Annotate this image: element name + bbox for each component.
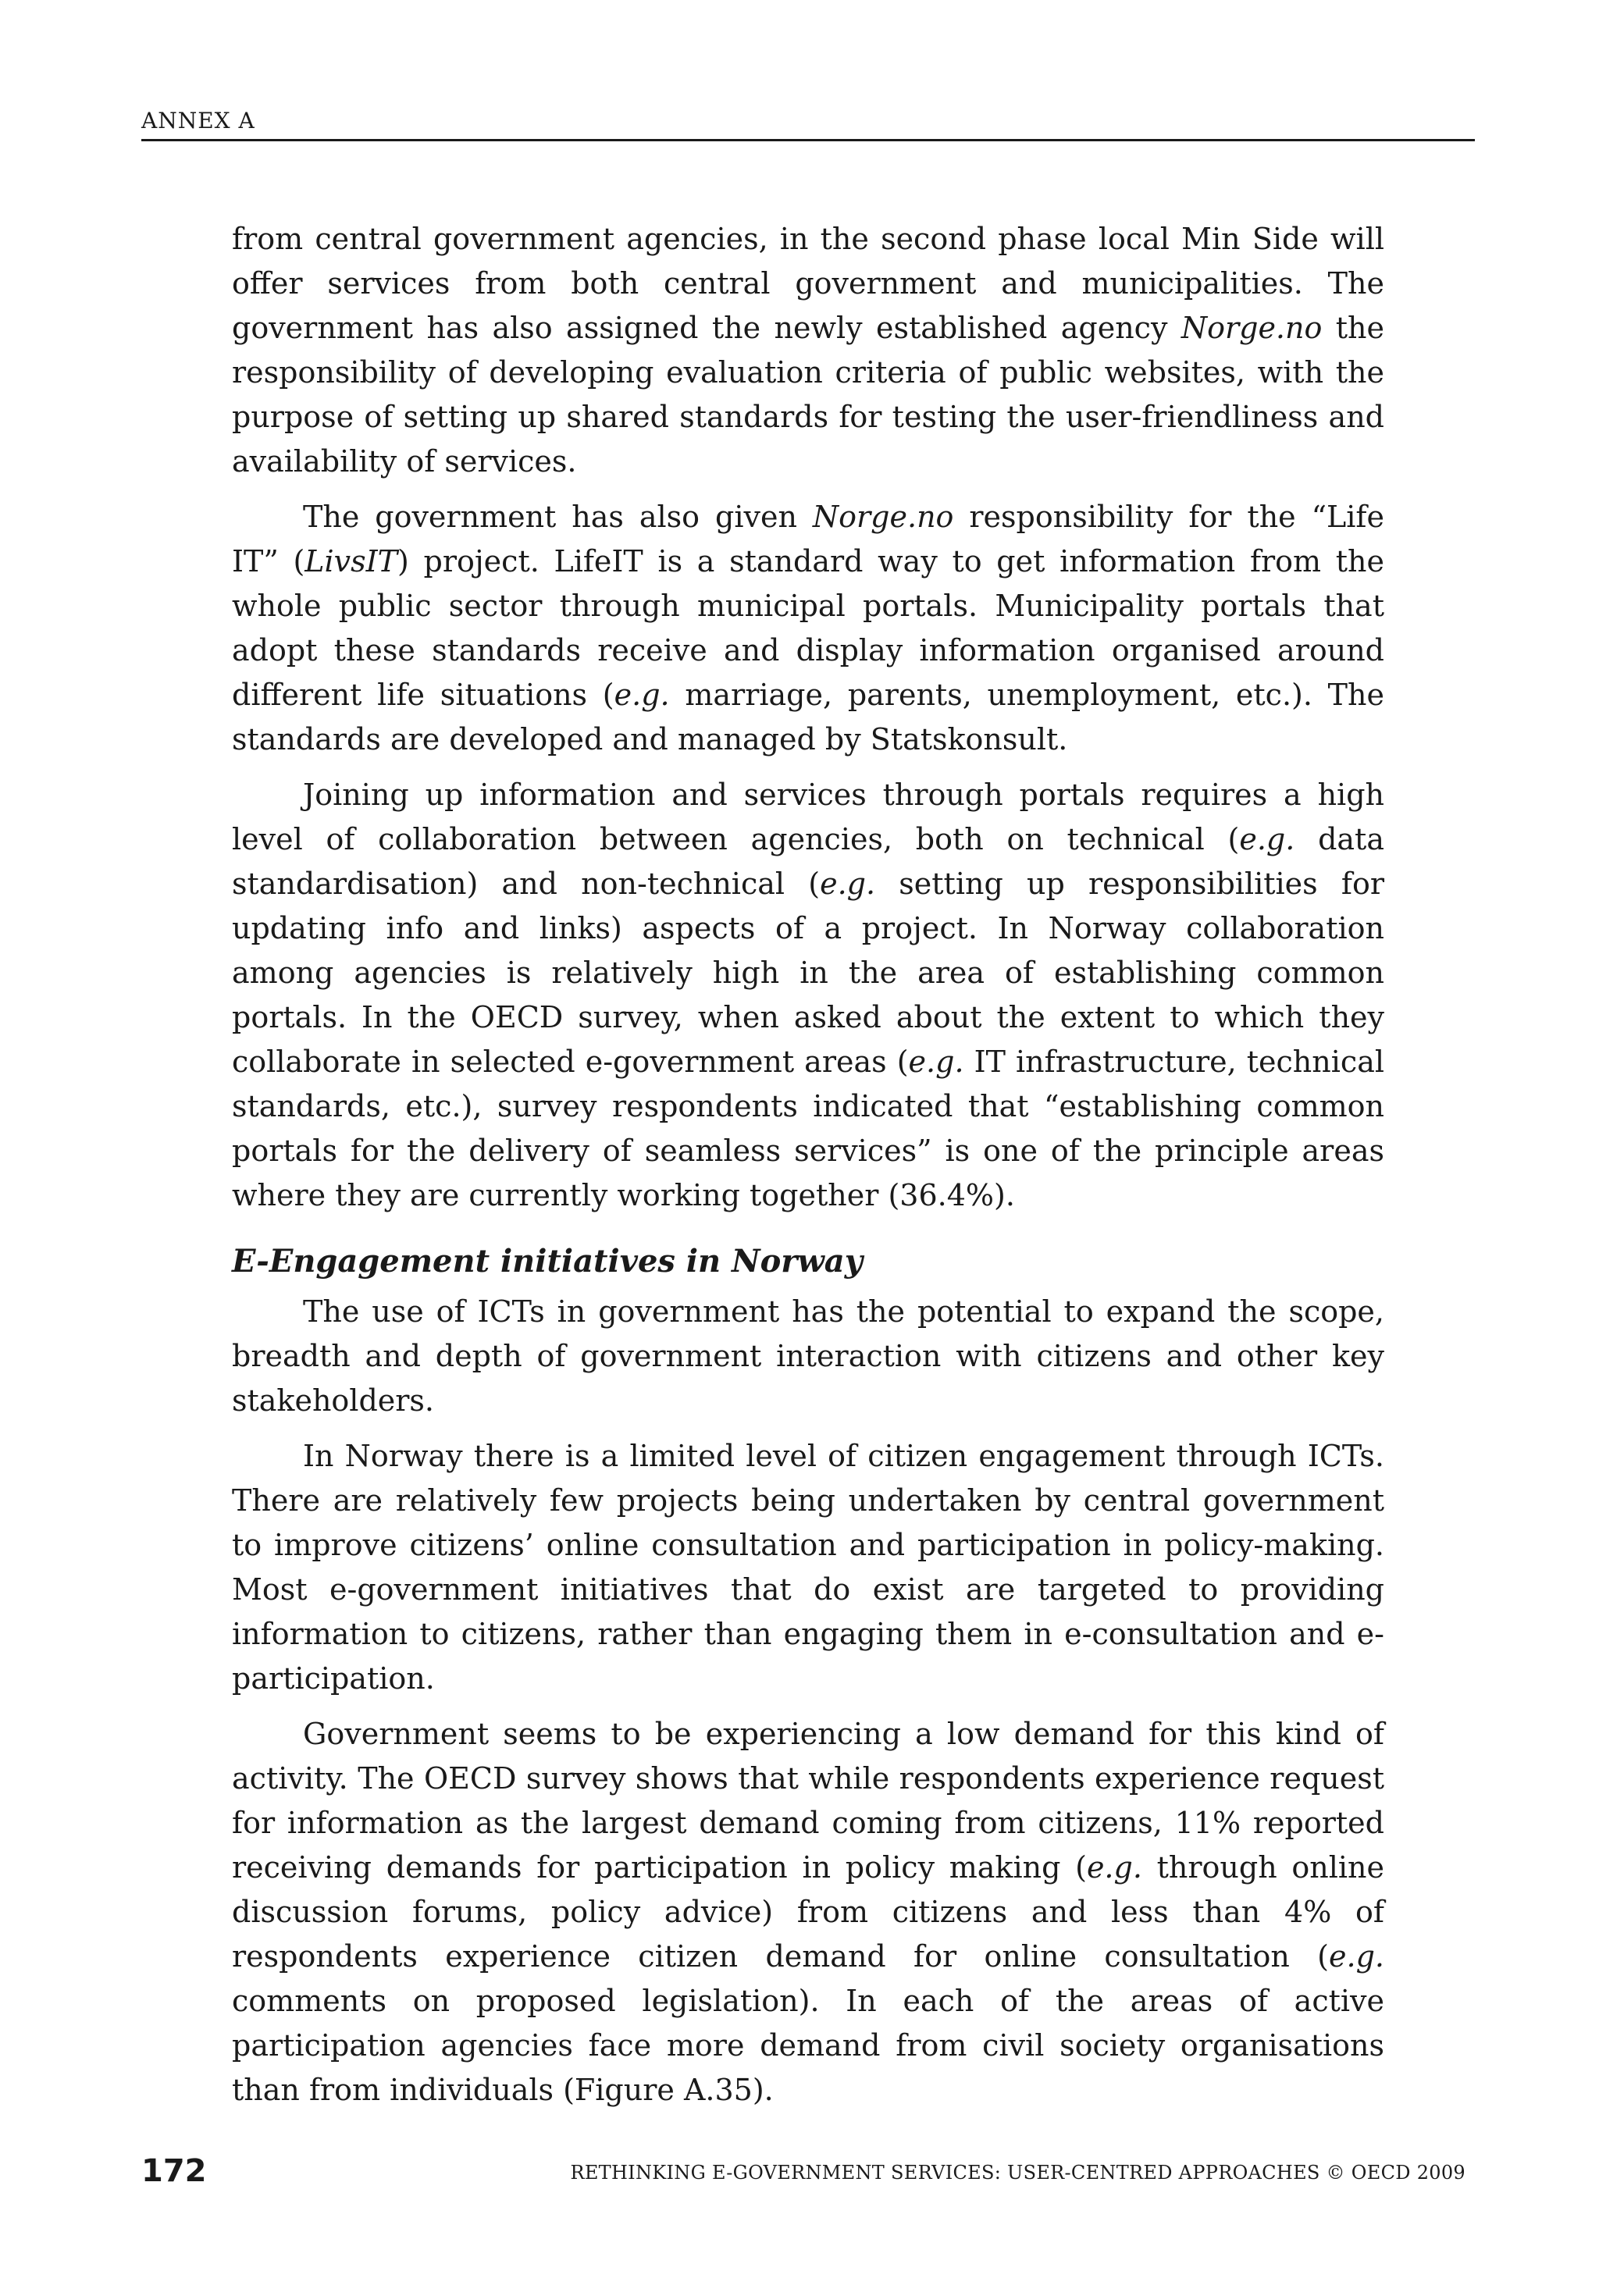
paragraph-3-italic-eg-2: e.g. (820, 867, 876, 901)
page-body (232, 217, 1384, 2123)
paragraph-6-text-c: through online discussion forums, policy advice) from citizens and less than 4% of respondents experience citizen demand for online consultation ( (232, 1850, 1384, 1974)
paragraph-3-italic-eg-3: e.g. (908, 1045, 964, 1079)
paragraph-2-italic-eg: e.g. (614, 678, 670, 712)
paragraph-2-italic-norge: Norge.no (812, 500, 954, 534)
page-number: 172 (141, 2153, 207, 2189)
section-heading: E-Engagement initiatives in Norway (232, 1243, 863, 1280)
footer-publication-title: RETHINKING E-GOVERNMENT SERVICES: USER-CENTRED APPROACHES © OECD 2009 (570, 2162, 1465, 2184)
paragraph-2 (232, 495, 1384, 762)
paragraph-2-italic-livsit: LivsIT (304, 544, 398, 578)
paragraph-3-text-e: setting up responsibilities for updating info and links) aspects of a project. In Norway collaboration among agencies is relatively high in the area of establishing common portals. In the OECD survey, when asked about the extent to which they collaborate in selected e-government areas ( (232, 867, 1384, 1079)
paragraph-2-text-a: The government has also given (303, 500, 813, 534)
paragraph-6-italic-eg-2: e.g. (1329, 1939, 1384, 1974)
paragraph-3-italic-eg-1: e.g. (1239, 822, 1295, 856)
paragraph-2-text-c: responsibility for the “Life IT” ( (232, 500, 1384, 578)
paragraph-2-text-g: marriage, parents, unemployment, etc.). The standards are developed and managed by Statskonsult. (232, 678, 1384, 756)
running-head: ANNEX A (141, 108, 255, 133)
paragraph-1-text-a: from central government agencies, in the second phase local Min Side will offer services from both central government and municipalities. The government has also assigned the newly established agency (232, 222, 1384, 345)
paragraph-1-text-c: the responsibility of developing evaluation criteria of public websites, with the purpose of setting up shared standards for testing the user-friendliness and availability of services. (232, 311, 1385, 479)
paragraph-3-text-a: Joining up information and services through portals requires a high level of collaboration between agencies, both on technical ( (232, 778, 1384, 856)
paragraph-6-italic-eg-1: e.g. (1086, 1850, 1142, 1885)
paragraph-3-text-g: IT infrastructure, technical standards, etc.), survey respondents indicated that “establishing common portals for the delivery of seamless services” is one of the principle areas where they are currently working together (36.4%). (232, 1045, 1384, 1212)
paragraph-3-text-c: data standardisation) and non-technical ( (232, 822, 1384, 901)
paragraph-6 (232, 1712, 1384, 2113)
paragraph-5: In Norway there is a limited level of citizen engagement through ICTs. There are relatively few projects being undertaken by central government to improve citizens’ online consultation and participation in policy-making. Most e-government initiatives that do exist are targeted to providing information to citizens, rather than engaging them in e-consultation and e-participation. (232, 1439, 1384, 1696)
paragraph-6-text-e: comments on proposed legislation). In each of the areas of active participation agencies face more demand from civil society organisations than from individuals (Figure A.35). (232, 1984, 1384, 2107)
paragraph-1 (232, 217, 1384, 484)
paragraph-3 (232, 773, 1384, 1218)
paragraph-1-italic-norge: Norge.no (1181, 311, 1323, 345)
header-rule (141, 139, 1475, 141)
paragraph-2-text-e: ) project. LifeIT is a standard way to get information from the whole public sector through municipal portals. Municipality portals that adopt these standards receive and display information organised around different life situations ( (232, 544, 1385, 712)
paragraph-4: The use of ICTs in government has the potential to expand the scope, breadth and depth of government interaction with citizens and other key stakeholders. (232, 1294, 1384, 1418)
paragraph-6-text-a: Government seems to be experiencing a low demand for this kind of activity. The OECD survey shows that while respondents experience request for information as the largest demand coming from citizens, 11% reported receiving demands for participation in policy making ( (232, 1717, 1384, 1885)
